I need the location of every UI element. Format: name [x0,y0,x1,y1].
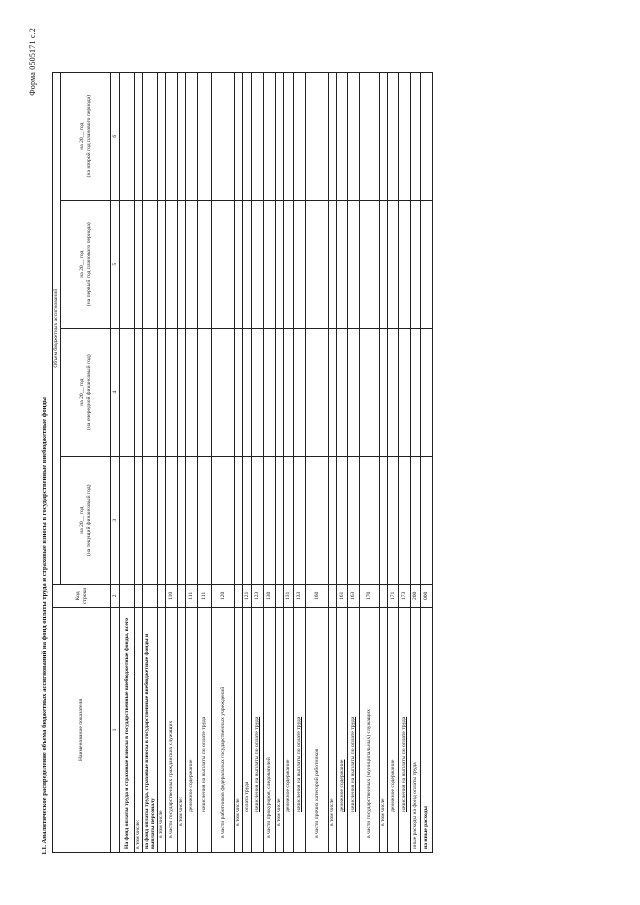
table-row [388,72,399,852]
period-label: на 20__ год [78,250,85,278]
row-name-text: в том числе [329,798,336,826]
column-number: 2 [111,584,120,607]
row-code: 133 [294,584,306,607]
column-number: 6 [111,72,120,200]
value-cell[interactable] [135,456,143,584]
row-code: 130 [264,584,276,607]
table-row [348,72,360,852]
row-name-text: в части работников федеральных государственных учреждений [219,686,226,838]
row-code [329,584,337,607]
table-body [120,72,433,852]
value-cell[interactable] [284,456,294,584]
row-name [178,608,186,853]
table-row [411,72,421,852]
value-cell[interactable] [348,456,360,584]
column-number: 5 [111,200,120,328]
value-cell[interactable] [178,456,186,584]
table-row [135,72,143,852]
value-cell[interactable] [421,328,433,456]
value-cell[interactable] [243,328,252,456]
value-cell[interactable] [380,328,388,456]
value-cell[interactable] [252,200,264,328]
row-name-text: денежное содержание [389,759,396,812]
row-name-text: в том числе [380,798,387,826]
row-code [135,584,143,607]
value-cell[interactable] [252,72,264,200]
row-name-text: в части прокуроров, следователей [266,757,273,838]
value-cell[interactable] [252,456,264,584]
value-cell[interactable] [235,72,243,200]
value-cell[interactable] [186,456,198,584]
row-name [399,608,411,853]
form-code: Форма 0505171 с.2 [28,28,37,96]
value-cell[interactable] [388,328,399,456]
value-cell[interactable] [329,456,337,584]
value-cell[interactable] [360,72,380,200]
row-name [306,608,329,853]
row-name-text: денежное содержание [285,759,292,812]
row-code: 131 [284,584,294,607]
row-code: 173 [399,584,411,607]
row-code [120,584,135,607]
value-cell[interactable] [329,72,337,200]
value-cell[interactable] [264,456,276,584]
value-cell[interactable] [337,328,348,456]
value-cell[interactable] [243,456,252,584]
value-cell[interactable] [348,200,360,328]
row-name [135,608,143,853]
value-cell[interactable] [348,72,360,200]
value-cell[interactable] [166,200,178,328]
value-cell[interactable] [306,200,329,328]
value-cell[interactable] [337,72,348,200]
value-cell[interactable] [212,328,235,456]
section-title: 1.1. Аналитическое распределение объема бюджетных ассигнований на фонд оплаты труда и страховые взносы в государственные внебюджетные фонды [41,397,48,855]
row-name [411,608,421,853]
row-name-text: иные расходы на фонд оплаты труда [412,762,419,849]
row-name [264,608,276,853]
row-name-text: На фонд оплаты труда и страховые взносы в государственные внебюджетные фонды, всего [123,617,130,849]
value-cell[interactable] [306,328,329,456]
value-cell[interactable] [276,328,284,456]
value-cell[interactable] [158,200,166,328]
value-cell[interactable] [158,456,166,584]
value-cell[interactable] [276,72,284,200]
value-cell[interactable] [421,72,433,200]
value-cell[interactable] [198,328,212,456]
value-cell[interactable] [158,328,166,456]
value-cell[interactable] [143,200,158,328]
value-cell[interactable] [264,328,276,456]
row-code [158,584,166,607]
value-cell[interactable] [411,456,421,584]
row-code [235,584,243,607]
row-code: 171 [388,584,399,607]
value-cell[interactable] [380,72,388,200]
value-cell[interactable] [399,200,411,328]
value-cell[interactable] [186,200,198,328]
value-cell[interactable] [380,200,388,328]
value-cell[interactable] [143,328,158,456]
row-name [421,608,433,853]
row-name [166,608,178,853]
row-name-text: начисления на выплаты по оплате труда [401,716,408,812]
table-row [212,72,235,852]
row-code [178,584,186,607]
row-name [388,608,399,853]
value-cell[interactable] [421,456,433,584]
value-cell[interactable] [212,72,235,200]
row-code: 163 [348,584,360,607]
row-code: 160 [306,584,329,607]
row-name [284,608,294,853]
value-cell[interactable] [120,72,135,200]
row-name-text: в части государственных гражданских служащих [168,720,175,838]
row-name-text: в части прочих категорий работников [313,748,320,838]
table-row [421,72,433,852]
period-label: на 20__ год [78,506,85,534]
row-code: 111 [198,584,212,607]
row-code: 120 [212,584,235,607]
value-cell[interactable] [135,200,143,328]
row-name-text: в том числе [158,810,165,838]
value-cell[interactable] [306,456,329,584]
row-name-text: оплата труда [243,781,250,812]
row-name [337,608,348,853]
period-note: (на текущий финансовый год) [86,484,92,556]
table-row [337,72,348,852]
value-cell[interactable] [337,456,348,584]
value-cell[interactable] [348,328,360,456]
value-cell[interactable] [198,456,212,584]
column-header-volume: Объем бюджетных ассигнований [53,72,61,584]
row-code: 161 [337,584,348,607]
column-number: 3 [111,456,120,584]
value-cell[interactable] [178,328,186,456]
value-cell[interactable] [198,200,212,328]
value-cell[interactable] [135,72,143,200]
row-name [143,608,158,853]
value-cell[interactable] [399,328,411,456]
row-code: 170 [360,584,380,607]
value-cell[interactable] [284,72,294,200]
table-row [252,72,264,852]
value-cell[interactable] [243,72,252,200]
period-header [61,328,111,456]
value-cell[interactable] [120,328,135,456]
value-cell[interactable] [264,200,276,328]
table-row [380,72,388,852]
row-code: 000 [421,584,433,607]
value-cell[interactable] [276,200,284,328]
value-cell[interactable] [276,456,284,584]
row-name [235,608,243,853]
column-number: 1 [111,608,120,853]
table-row [329,72,337,852]
value-cell[interactable] [388,200,399,328]
period-header [61,456,111,584]
row-name [158,608,166,853]
value-cell[interactable] [306,72,329,200]
value-cell[interactable] [212,456,235,584]
value-cell[interactable] [388,456,399,584]
row-code [380,584,388,607]
value-cell[interactable] [329,200,337,328]
value-cell[interactable] [411,200,421,328]
value-cell[interactable] [411,72,421,200]
value-cell[interactable] [294,456,306,584]
value-cell[interactable] [158,72,166,200]
row-code: 110 [166,584,178,607]
table-row [243,72,252,852]
row-name [360,608,380,853]
row-name [329,608,337,853]
row-code: 200 [411,584,421,607]
value-cell[interactable] [294,200,306,328]
table-row [360,72,380,852]
column-number: 4 [111,328,120,456]
period-header [61,72,111,200]
row-name [120,608,135,853]
value-cell[interactable] [186,72,198,200]
value-cell[interactable] [294,328,306,456]
row-name [294,608,306,853]
value-cell[interactable] [399,456,411,584]
value-cell[interactable] [360,200,380,328]
value-cell[interactable] [421,200,433,328]
table-row [306,72,329,852]
row-code: 121 [243,584,252,607]
table-row [399,72,411,852]
value-cell[interactable] [166,328,178,456]
value-cell[interactable] [411,328,421,456]
table-row [166,72,178,852]
value-cell[interactable] [360,328,380,456]
table-row [284,72,294,852]
value-cell[interactable] [360,456,380,584]
table-row [143,72,158,852]
row-name-text: начисления на выплаты по оплате труда [201,716,208,812]
row-name-text: в части государственных (муниципальных) служащих [366,709,373,838]
period-label: на 20__ год [78,378,85,406]
value-cell[interactable] [388,72,399,200]
row-code: 123 [252,584,264,607]
value-cell[interactable] [198,72,212,200]
value-cell[interactable] [143,72,158,200]
value-cell[interactable] [120,456,135,584]
row-code: 111 [186,584,198,607]
row-name [212,608,235,853]
table-row [235,72,243,852]
value-cell[interactable] [143,456,158,584]
value-cell[interactable] [284,200,294,328]
row-name [348,608,360,853]
row-name-text: денежное содержание [338,759,345,812]
row-name-text: в том числе [276,798,283,826]
period-note: (на очередной финансовый год) [86,354,92,430]
value-cell[interactable] [264,72,276,200]
value-cell[interactable] [294,72,306,200]
row-name [186,608,198,853]
table-row [120,72,135,852]
budget-table [52,72,433,853]
value-cell[interactable] [284,328,294,456]
row-name-text: на иные расходы [423,806,430,849]
column-header-code: Код строки [53,584,111,607]
row-name [276,608,284,853]
period-note: (на первый год планового периода) [86,222,92,307]
value-cell[interactable] [329,328,337,456]
period-note: (на второй год планового периода) [86,95,92,178]
period-header [61,200,111,328]
row-name [198,608,212,853]
period-label: на 20__ год [78,122,85,150]
row-name-text: в том числе: [178,796,185,826]
value-cell[interactable] [186,328,198,456]
row-name-text: денежное содержание [188,759,195,812]
value-cell[interactable] [235,328,243,456]
row-name-text: в том числе: [135,819,142,849]
table-row [178,72,186,852]
row-name-text: начисления на выплаты по оплате труда [350,716,357,812]
row-name [380,608,388,853]
value-cell[interactable] [337,200,348,328]
column-header-name: Наименование показателя [53,608,111,853]
value-cell[interactable] [380,456,388,584]
value-cell[interactable] [120,200,135,328]
table-row [158,72,166,852]
value-cell[interactable] [243,200,252,328]
value-cell[interactable] [166,456,178,584]
table-row [186,72,198,852]
value-cell[interactable] [178,72,186,200]
row-name [243,608,252,853]
row-name-text: на фонд оплаты труда, страховые взносы в государственные внебюджетные фонды и выплаты персоналу [143,633,156,849]
row-name-text: начисления на выплаты по оплате труда [254,716,261,812]
table-row [294,72,306,852]
value-cell[interactable] [178,200,186,328]
value-cell[interactable] [235,200,243,328]
table-row [198,72,212,852]
table-row [276,72,284,852]
row-name-text: в том числе [235,798,242,826]
value-cell[interactable] [235,456,243,584]
value-cell[interactable] [166,72,178,200]
row-code [143,584,158,607]
row-name-text: начисления на выплаты по оплате труда [296,716,303,812]
value-cell[interactable] [252,328,264,456]
value-cell[interactable] [399,72,411,200]
row-name [252,608,264,853]
table-row [264,72,276,852]
row-code [276,584,284,607]
value-cell[interactable] [212,200,235,328]
value-cell[interactable] [135,328,143,456]
